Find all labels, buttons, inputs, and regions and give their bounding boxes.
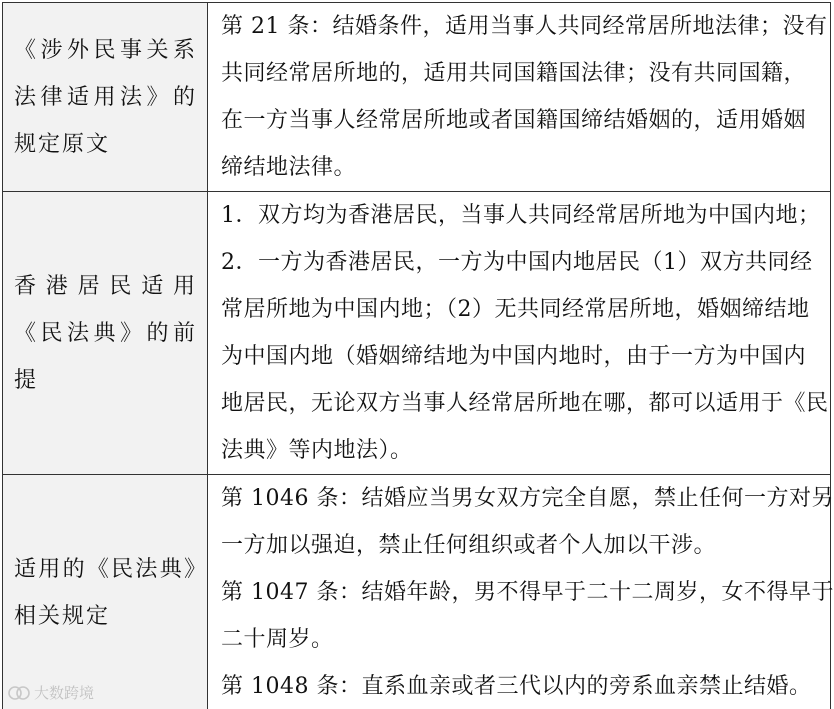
content-line: 一方加以强迫，禁止任何组织或者个人加以干涉。 xyxy=(221,533,717,558)
content-line: 第 1046 条：结婚应当男女双方完全自愿，禁止任何一方对另 xyxy=(221,486,834,511)
content-line: 缔结地法律。 xyxy=(221,155,357,180)
table-row xyxy=(3,3,831,192)
content-line: 地居民，无论双方当事人经常居所地在哪，都可以适用于《民 xyxy=(221,391,829,416)
row-content-cell xyxy=(208,3,831,192)
row-content-cell xyxy=(208,192,831,475)
content-line: 第 1047 条：结婚年龄，男不得早于二十二周岁，女不得早于 xyxy=(221,580,834,605)
row-label: 《涉外民事关系法律适用法》的规定原文 xyxy=(14,37,197,157)
content-line: 共同经常居所地的，适用共同国籍国法律；没有共同国籍， xyxy=(221,61,807,86)
content-line: 2．一方为香港居民，一方为中国内地居民（1）双方共同经 xyxy=(221,250,813,275)
brand-logo-icon xyxy=(8,684,30,702)
law-comparison-table xyxy=(2,2,834,709)
row-content-cell xyxy=(208,475,834,709)
content-line: 第 1048 条：直系血亲或者三代以内的旁系血亲禁止结婚。 xyxy=(221,674,812,699)
row-label-cell xyxy=(3,475,208,709)
row-label-cell xyxy=(3,3,208,192)
table-row xyxy=(3,475,831,709)
watermark xyxy=(8,682,94,703)
content-line: 在一方当事人经常居所地或者国籍国缔结婚姻的，适用婚姻 xyxy=(221,108,807,133)
content-line: 为中国内地（婚姻缔结地为中国内地时，由于一方为中国内 xyxy=(221,344,807,369)
content-line: 第 21 条：结婚条件，适用当事人共同经常居所地法律；没有 xyxy=(221,14,828,39)
content-line: 常居所地为中国内地；（2）无共同经常居所地，婚姻缔结地 xyxy=(221,297,810,322)
row-label: 适用的《民法典》相关规定 xyxy=(14,556,197,629)
watermark-text: 大数跨境 xyxy=(34,684,95,702)
content-line: 二十周岁。 xyxy=(221,627,334,652)
row-label: 香港居民适用《民法典》的前提 xyxy=(14,273,197,393)
content-line: 法典》等内地法）。 xyxy=(221,438,413,463)
table-row xyxy=(3,192,831,475)
row-label-cell xyxy=(3,192,208,475)
content-line: 1．双方均为香港居民，当事人共同经常居所地为中国内地； xyxy=(221,203,821,228)
